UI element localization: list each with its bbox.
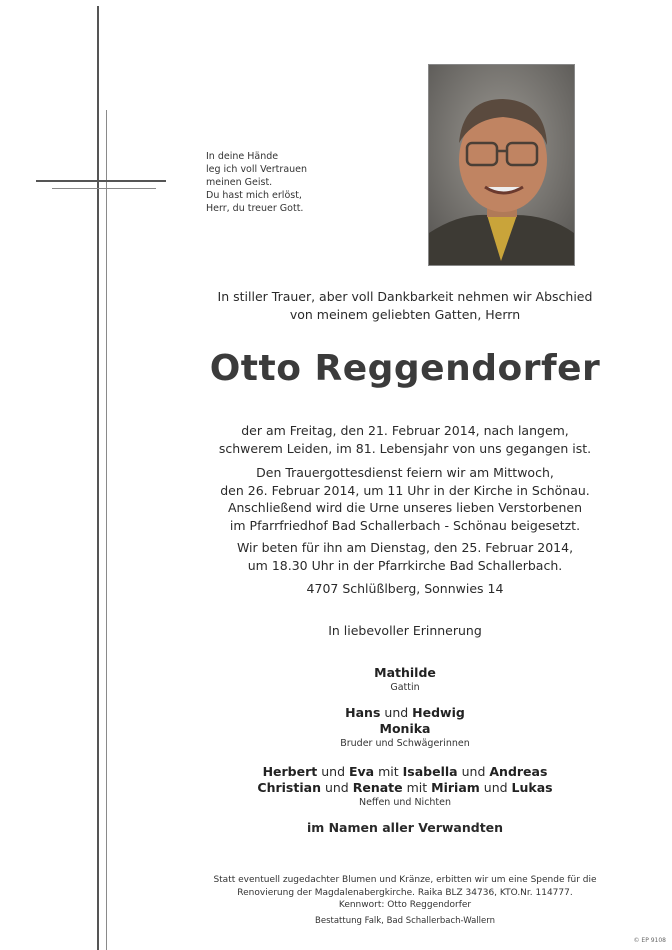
family-role: Neffen und Nichten — [358, 797, 452, 808]
connector-word: und — [483, 780, 508, 795]
family-member-name: Hans — [345, 705, 381, 720]
verse-line: In deine Hände — [206, 151, 279, 162]
family-siblings — [140, 705, 670, 751]
print-code: © EP 9108 — [633, 937, 666, 944]
family-member-name: Andreas — [489, 764, 548, 779]
death-notice-paragraph — [140, 422, 670, 457]
connector-word: mit — [378, 764, 399, 779]
bible-verse — [206, 150, 406, 215]
family-member-name: Monika — [379, 721, 431, 736]
family-member-name: Hedwig — [412, 705, 465, 720]
deceased-name: Otto Reggendorfer — [209, 348, 601, 389]
cross-horizontal-line — [36, 180, 166, 182]
paragraph-line: im Pfarrfriedhof Bad Schallerbach - Schönau beigesetzt. — [229, 517, 581, 533]
family-role: Bruder und Schwägerinnen — [340, 738, 470, 749]
paragraph-line: um 18.30 Uhr in der Pfarrkirche Bad Schallerbach. — [247, 557, 563, 573]
funeral-home: Bestattung Falk, Bad Schallerbach-Wallern — [315, 916, 495, 926]
verse-line: leg ich voll Vertrauen — [206, 164, 308, 175]
paragraph-line: der am Freitag, den 21. Februar 2014, nach langem, — [241, 423, 569, 438]
cross-vertical-line-shadow — [106, 110, 107, 950]
verse-line: Du hast mich erlöst, — [206, 190, 302, 201]
family-member-name: Isabella — [402, 764, 458, 779]
intro-line: von meinem geliebten Gatten, Herrn — [289, 307, 521, 322]
family-role: Gattin — [390, 682, 420, 693]
paragraph-line: schwerem Leiden, im 81. Lebensjahr von uns gegangen ist. — [218, 440, 592, 456]
cross-horizontal-line-shadow — [52, 188, 156, 189]
family-member-name: Lukas — [511, 780, 553, 795]
paragraph-line: Wir beten für ihn am Dienstag, den 25. Februar 2014, — [236, 540, 574, 555]
intro-text — [140, 288, 670, 324]
family-member-name: Christian — [257, 780, 321, 795]
family-nephews — [140, 764, 670, 810]
verse-line: Herr, du treuer Gott. — [206, 203, 304, 214]
connector-word: und — [384, 705, 409, 720]
footer-line: Statt eventuell zugedachter Blumen und Kränze, erbitten wir um eine Spende für die — [213, 875, 597, 885]
connector-word: mit — [406, 780, 428, 795]
address: 4707 Schlüßlberg, Sonnwies 14 — [306, 581, 504, 596]
footer-line: Kennwort: Otto Reggendorfer — [338, 900, 472, 910]
family-member-name: Herbert — [262, 764, 318, 779]
all-relatives: im Namen aller Verwandten — [306, 820, 504, 835]
family-member-name: Renate — [352, 780, 403, 795]
funeral-service-paragraph — [140, 464, 670, 534]
family-member-name: Eva — [349, 764, 375, 779]
connector-word: und — [324, 780, 349, 795]
connector-word: und — [321, 764, 346, 779]
connector-word: und — [461, 764, 486, 779]
footer-line: Renovierung der Magdalenabergkirche. Raika BLZ 34736, KTO.Nr. 114777. — [237, 887, 573, 898]
family-member-name: Mathilde — [374, 665, 436, 680]
family-spouse — [140, 665, 670, 695]
portrait-photo — [428, 64, 575, 266]
paragraph-line: Anschließend wird die Urne unseres lieben Verstorbenen — [227, 500, 583, 515]
paragraph-line: den 26. Februar 2014, um 11 Uhr in der Kirche in Schönau. — [220, 482, 590, 498]
cross-vertical-line — [97, 6, 99, 950]
memory-heading: In liebevoller Erinnerung — [328, 623, 482, 638]
intro-line: In stiller Trauer, aber voll Dankbarkeit nehmen wir Abschied — [217, 289, 593, 304]
prayer-paragraph — [140, 539, 670, 574]
donation-note — [140, 874, 670, 912]
family-member-name: Miriam — [431, 780, 480, 795]
paragraph-line: Den Trauergottesdienst feiern wir am Mittwoch, — [256, 465, 554, 480]
verse-line: meinen Geist. — [206, 177, 273, 188]
